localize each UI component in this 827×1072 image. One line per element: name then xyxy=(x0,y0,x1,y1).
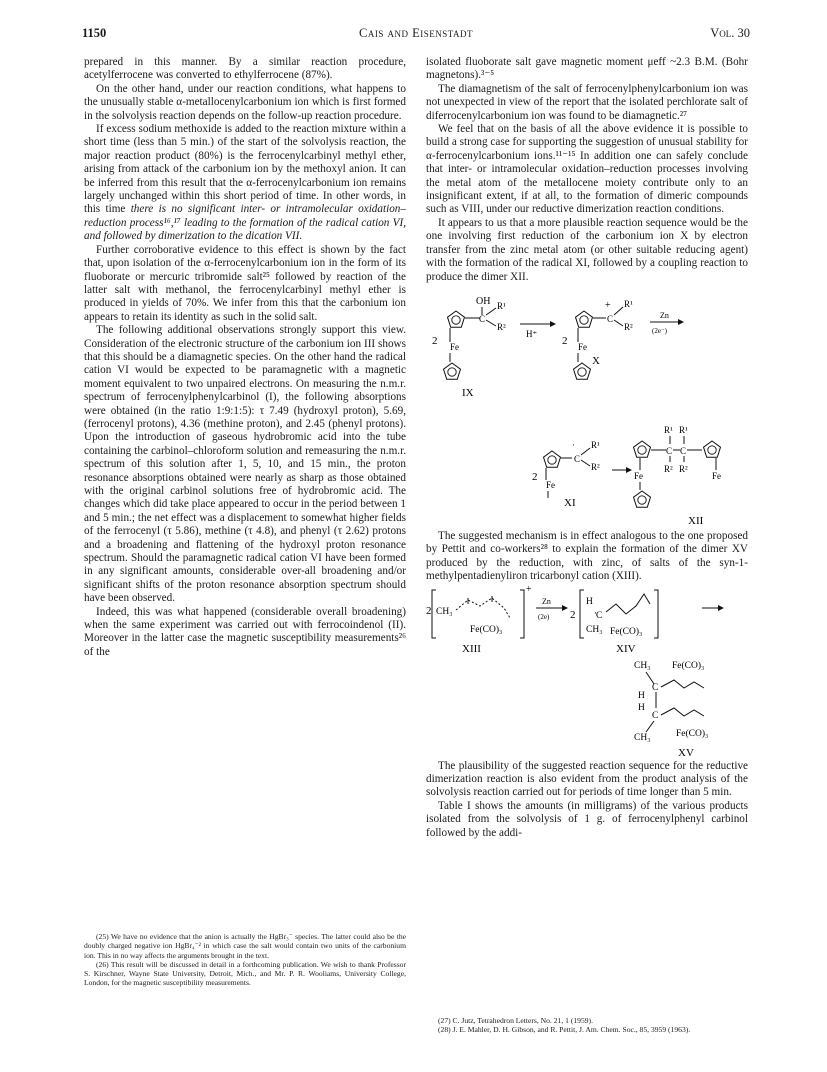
coefficient: 2 xyxy=(570,608,576,621)
footnote: (27) C. Jutz, Tetrahedron Letters, No. 21, 1 (1959). xyxy=(438,1016,593,1025)
iron-label: Fe xyxy=(546,479,555,490)
iron-label: Fe xyxy=(634,470,643,481)
paragraph: isolated fluoborate salt gave magnetic moment μeff ~2.3 B.M. (Bohr magnetons).³⁻⁵ xyxy=(426,56,748,82)
cyclopentadienyl-ring xyxy=(448,311,465,327)
volume-label: Vol. 30 xyxy=(710,26,750,40)
running-header xyxy=(82,26,750,46)
methyl-label: CH₃ xyxy=(436,606,453,617)
r2-label: R² xyxy=(624,321,633,332)
reagent-electrons: (2e) xyxy=(538,612,550,621)
hydrogen-label: H xyxy=(586,596,593,607)
svg-text:+: + xyxy=(605,299,611,311)
carbon-label: C xyxy=(652,682,659,693)
r1-label: R¹ xyxy=(624,298,633,309)
methyl-label: CH₃ xyxy=(586,624,603,635)
r2-label: R² xyxy=(664,463,673,474)
hydrogen-label: H xyxy=(638,702,645,713)
iron-label: Fe xyxy=(450,341,459,352)
footnote: (28) J. E. Mahler, D. H. Gibson, and R. Pettit, J. Am. Chem. Soc., 85, 3959 (1963). xyxy=(438,1025,691,1035)
carbon-label: C xyxy=(652,710,659,721)
reaction-scheme-1 xyxy=(426,284,748,530)
right-column xyxy=(426,56,748,840)
iron-label: Fe xyxy=(712,470,721,481)
scheme-1-drawing xyxy=(426,284,748,530)
paragraph: The diamagnetism of the salt of ferrocenylphenylcarbonium ion was not unexpected in view of the report that the isolated perchlorate salt of diferrocenylcarbonium ion was found to be diamagnetic.²⁷ xyxy=(426,82,748,122)
cyclopentadienyl-ring xyxy=(444,363,461,379)
iron-tricarbonyl-label: Fe(CO)₃ xyxy=(610,626,643,637)
paragraph: Table I shows the amounts (in milligrams) of the various products isolated from the solvolysis of 1 g. of ferrocenylphenyl carbinol followed by the addi- xyxy=(426,799,748,839)
paragraph: Further corroborative evidence to this effect is shown by the fact that, upon isolation of the α-ferrocenylcarbonium ion in the form of its fluoborate or mercuric tribromide salt²⁵ followed by reaction of the latter salt with methanol, the ferrocenylcarbinyl methyl ether is produced in yields of 70%. We infer from this that the carbonium ion appears to retain its identity as such in the solid salt. xyxy=(84,243,406,323)
r2-label: R² xyxy=(679,463,688,474)
carbon-label: C xyxy=(666,445,673,456)
r1-label: R¹ xyxy=(591,439,600,450)
paragraph: The suggested mechanism is in effect analogous to the one proposed by Pettit and co-workers²⁸ to explain the formation of the dimer XV produced by the reduction, with zinc, of salts of the syn-1-methylpentadienyliron tricarbonyl cation (XIII). xyxy=(426,529,748,583)
iron-tricarbonyl-label: Fe(CO)₃ xyxy=(470,624,503,635)
reaction-scheme-2 xyxy=(426,584,748,760)
methyl-label: CH₃ xyxy=(634,660,651,671)
carbon-label: C xyxy=(574,453,581,464)
footnote: (25) We have no evidence that the anion is actually the HgBr₃⁻ species. The latter could also be the doubly charged negative ion HgBr₄⁻² in which case the salt would contain two units of the carbonium ion. This in no way affects the arguments brought in the text. xyxy=(84,932,406,960)
carbon-label: C xyxy=(479,313,486,324)
paragraph: It appears to us that a more plausible reaction sequence would be the one involving first reduction of the carbonium ion X by electron transfer from the zinc metal atom (or other suitable reducing agent) with the formation of the radical XI, followed by a coupling reaction to produce the dimer XII. xyxy=(426,216,748,283)
cyclopentadienyl-ring xyxy=(634,441,651,457)
paragraph: The plausibility of the suggested reaction sequence for the reductive dimerization reaction is also evident from the product analysis of the solvolysis reaction carried out for periods of time longer than 5 min. xyxy=(426,759,748,799)
r1-label: R¹ xyxy=(679,424,688,435)
carbon-label: C xyxy=(596,610,603,621)
coefficient: 2 xyxy=(532,470,538,483)
reagent-zinc: Zn xyxy=(542,596,551,606)
svg-text:·: · xyxy=(572,439,575,450)
running-title: Cais and Eisenstadt xyxy=(358,26,473,40)
methyl-label: CH₃ xyxy=(634,732,651,743)
compound-label-XIII: XIII xyxy=(462,642,481,655)
carbon-label: C xyxy=(680,445,687,456)
hydroxyl-label: OH xyxy=(476,295,491,307)
reagent-zinc: Zn xyxy=(660,310,669,320)
compound-label-X: X xyxy=(592,354,600,367)
compound-label-XII: XII xyxy=(688,514,704,527)
coefficient: 2 xyxy=(562,334,568,347)
iron-tricarbonyl-label: Fe(CO)₃ xyxy=(672,660,705,671)
paragraph: prepared in this manner. By a similar reaction procedure, acetylferrocene was converted to ethylferrocene (87%). xyxy=(84,56,406,82)
footnote: (26) This result will be discussed in detail in a forthcoming publication. We wish to thank Professor S. Kirschner, Wayne State University, Detroit, Mich., and Mr. P. R. Wooliams, University College, London, for the magnetic susceptibility measurements. xyxy=(84,959,406,988)
page-number: 1150 xyxy=(82,26,107,40)
italic-phrase: there is no significant inter- or intramolecular oxidation–reduction process¹⁶,¹⁷ leading to the formation of the radical cation VI, and followed by dimerization to the dication VII. xyxy=(84,203,406,243)
left-footnotes xyxy=(84,932,406,988)
paragraph-text: If excess sodium methoxide is added to the reaction mixture within a short time (less than 5 min.) of the start of the solvolysis reaction, the major reaction product (80%) is the ferrocenylcarbinyl methyl ether, arising from attack of the carbonium ion by the methoxyl anion. It can be inferred from this result that the α-ferrocenylcarbonium ion remains largely unchanged within this short period of time. In other words, in this time xyxy=(84,123,406,216)
carbon-label: C xyxy=(607,313,614,324)
scheme-2-drawing xyxy=(426,584,748,760)
iron-label: Fe xyxy=(578,341,587,352)
compound-label-XV: XV xyxy=(678,746,694,759)
r2-label: R² xyxy=(591,461,600,472)
svg-text:·: · xyxy=(594,607,597,618)
r1-label: R¹ xyxy=(497,300,506,311)
cyclopentadienyl-ring xyxy=(704,441,721,457)
paragraph: We feel that on the basis of all the above evidence it is possible to build a strong case for supporting the suggestion of unusual stability for α-ferrocenylcarbonium ions.¹¹⁻¹⁵ In addition one can safely conclude that inter- or intramolecular oxidation–reduction processes involving the metal atom of the metallocene moiety contribute only to an insignificant extent, if at all, to the formation of dimeric compounds such as VIII, under our reductive dimerization reaction conditions. xyxy=(426,123,748,216)
compound-label-XIV: XIV xyxy=(616,642,636,655)
left-column xyxy=(84,56,406,659)
reagent-hplus: H⁺ xyxy=(526,328,538,339)
paragraph: The following additional observations strongly support this view. Consideration of the electronic structure of the carbonium ion III shows that this should be a diamagnetic species. On the other hand the radical cation VI would be expected to be paramagnetic with a magnetic moment equivalent to two unpaired electrons. On measuring the n.m.r. spectrum of ferrocenylphenylcarbinol (I), the following absorptions were obtained (in the ratio 1:9:1:5): τ 7.49 (hydroxyl proton), 5.69, (ferrocenyl protons), 4.36 (methine proton), and 2.45 (phenyl protons). Upon the introduction of gaseous hydrobromic acid into the tube containing the carbinol–chloroform solution and remeasuring the n.m.r. spectrum of this solution after 1, 5, 10, and 15 min., the proton resonance absorptions obtained were nearly as sharp as those obtained with the original carbinol solutions free of hydrobromic acid. The changes which did take place appeared to occur in the period between 1 and 5 min.; the net effect was a displacement to somewhat higher fields of the ferrocenyl (τ 5.86), methine (τ 4.8), and phenyl (τ 2.62) protons and a broadening and flattening of the hydroxyl proton resonance spectrum. Should the paramagnetic radical cation VI have been formed in any significant amounts, considerable over-all broadening and/or significant shifts of the proton resonance absorption spectrum should have been observed. xyxy=(84,324,406,605)
coefficient: 2 xyxy=(432,334,438,347)
r1-label: R¹ xyxy=(664,424,673,435)
paragraph: On the other hand, under our reaction conditions, what happens to the unusually stable α-metallocenylcarbonium ion which is first formed in the solvolysis reaction depends on the follow-up reaction procedure. xyxy=(84,82,406,122)
cyclopentadienyl-ring xyxy=(634,491,651,507)
paragraph: Indeed, this was what happened (considerable overall broadening) when the same experiment was carried out with ferrocoindenol (II). Moreover in the latter case the magnetic susceptibility measurements²⁶ of the xyxy=(84,605,406,658)
cyclopentadienyl-ring xyxy=(576,311,593,327)
coefficient: 2 xyxy=(426,604,432,617)
compound-label-IX: IX xyxy=(462,386,474,399)
r2-label: R² xyxy=(497,321,506,332)
hydrogen-label: H xyxy=(638,690,645,701)
cyclopentadienyl-ring xyxy=(544,451,561,467)
compound-label-XI: XI xyxy=(564,496,576,509)
right-footnotes xyxy=(426,1016,748,1035)
paragraph xyxy=(84,123,406,244)
cyclopentadienyl-ring xyxy=(574,363,591,379)
iron-tricarbonyl-label: Fe(CO)₃ xyxy=(676,728,709,739)
reagent-electrons: (2e⁻) xyxy=(652,326,667,335)
charge-plus: + xyxy=(526,583,532,595)
